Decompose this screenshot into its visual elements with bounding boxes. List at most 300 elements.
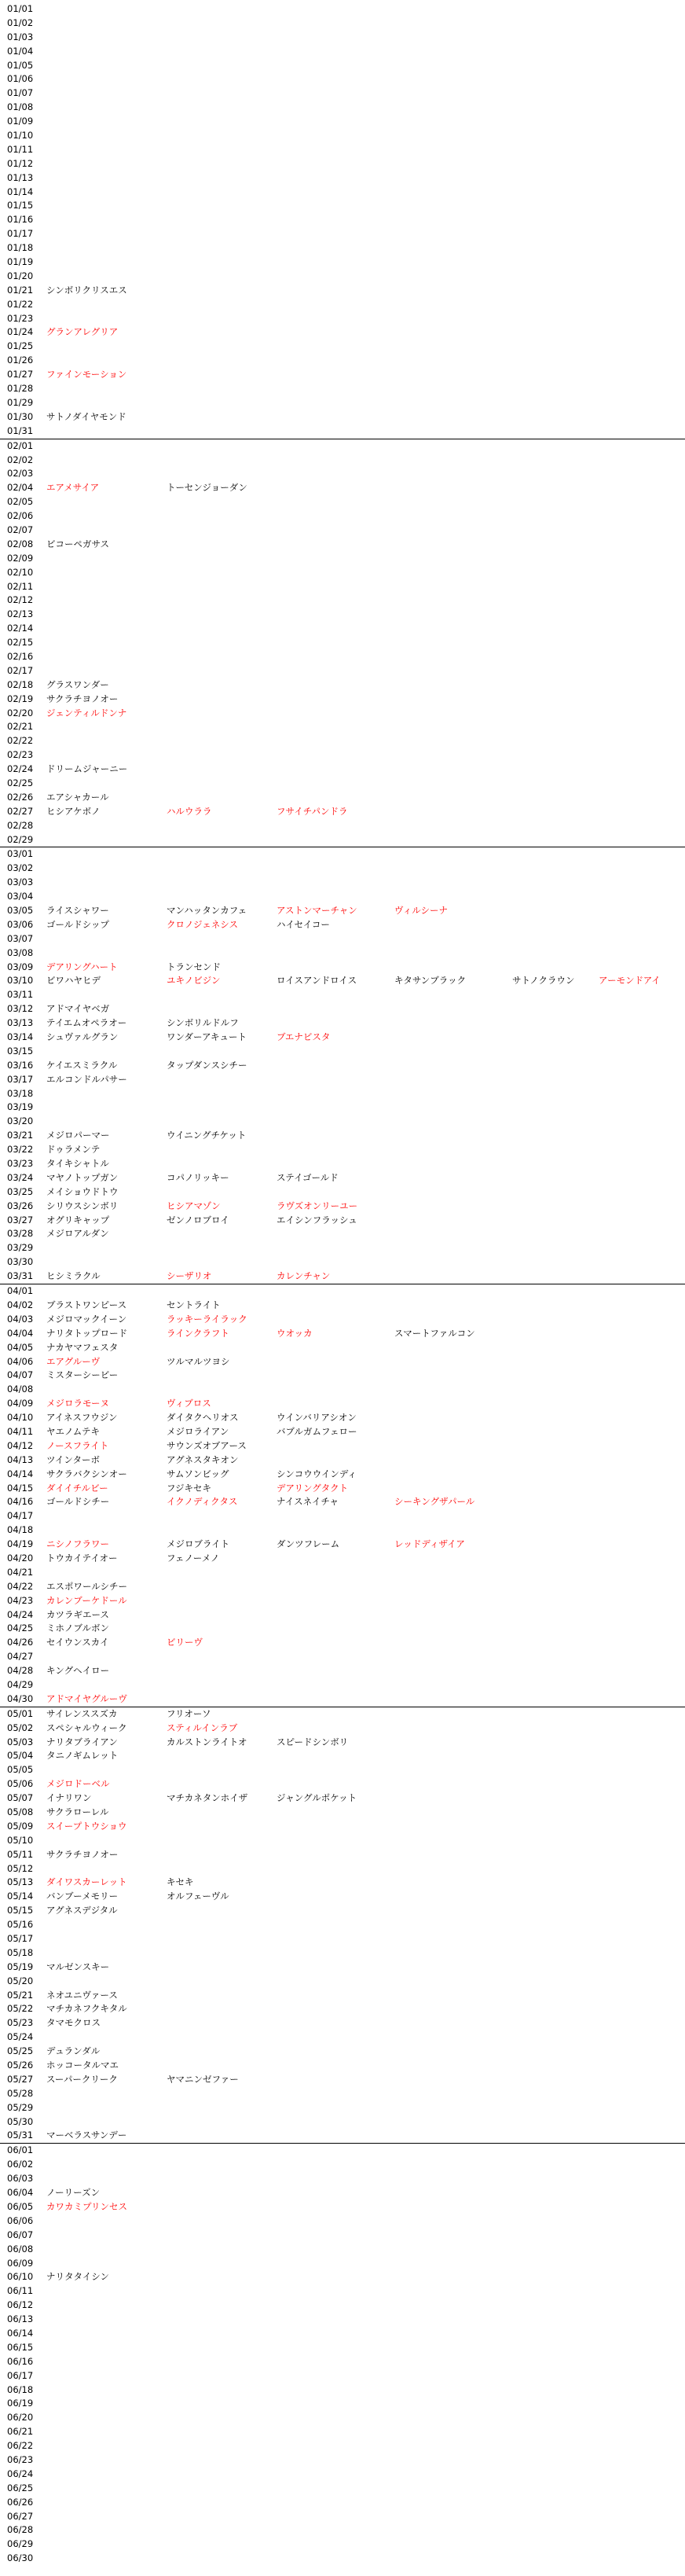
date-label: 06/02 [7, 2159, 34, 2170]
day-row [0, 2510, 685, 2524]
day-row [0, 890, 685, 904]
date-label: 01/01 [7, 3, 34, 14]
horse-name: ツルマルツヨシ [167, 1355, 230, 1367]
date-label: 02/23 [7, 749, 34, 761]
horse-name: マンハッタンカフェ [167, 905, 247, 916]
date-label: 02/26 [7, 791, 34, 803]
day-row [0, 748, 685, 763]
day-row [0, 1834, 685, 1848]
date-label: 04/14 [7, 1468, 34, 1479]
day-row [0, 2411, 685, 2425]
date-label: 03/04 [7, 891, 34, 902]
date-label: 01/15 [7, 200, 34, 211]
horse-name: スイープトウショウ [46, 1820, 127, 1832]
horse-name: ダイタクヘリオス [167, 1412, 239, 1424]
date-label: 04/12 [7, 1439, 34, 1451]
day-row [0, 664, 685, 678]
date-label: 06/24 [7, 2468, 34, 2479]
day-row [0, 2313, 685, 2327]
horse-name: エルコンドルパサー [46, 1073, 127, 1085]
date-label: 05/06 [7, 1778, 34, 1790]
horse-name: ハルウララ [167, 805, 212, 817]
day-row [0, 2270, 685, 2284]
horse-name: サウンズオブアース [167, 1439, 247, 1451]
day-row [0, 1002, 685, 1016]
date-label: 05/20 [7, 1975, 34, 1986]
date-label: 03/07 [7, 932, 34, 944]
horse-name: ドリームジャーニー [46, 763, 128, 775]
date-label: 01/28 [7, 383, 34, 395]
day-row [0, 847, 685, 862]
horse-name: サイレンススズカ [46, 1707, 118, 1719]
horse-name: フリオーソ [167, 1707, 211, 1719]
date-label: 05/02 [7, 1722, 34, 1733]
day-row [0, 354, 685, 368]
horse-name: ナリタトップロード [46, 1327, 128, 1339]
day-row [0, 129, 685, 143]
day-row [0, 1214, 685, 1228]
day-row [0, 1975, 685, 1989]
date-label: 01/13 [7, 171, 34, 183]
day-row [0, 2355, 685, 2369]
date-label: 05/16 [7, 1919, 34, 1931]
horse-name: バンブーメモリー [46, 1891, 119, 1902]
horse-name: シンコウウインディ [277, 1468, 357, 1479]
date-label: 03/29 [7, 1242, 34, 1254]
horse-name: シンボリルドルフ [167, 1017, 239, 1029]
date-label: 03/31 [7, 1270, 34, 1282]
date-label: 02/05 [7, 496, 34, 508]
date-label: 01/30 [7, 410, 34, 422]
date-label: 04/24 [7, 1608, 34, 1620]
horse-name: シンボリクリスエス [46, 284, 127, 296]
day-row [0, 1594, 685, 1608]
day-row [0, 1552, 685, 1566]
day-row [0, 1946, 685, 1960]
horse-name: ナカヤマフェスタ [46, 1341, 119, 1353]
date-label: 03/22 [7, 1144, 34, 1156]
date-label: 04/22 [7, 1580, 34, 1592]
horse-name: ツインターボ [46, 1453, 100, 1465]
horse-name: ウインバリアシオン [277, 1412, 357, 1424]
day-row [0, 45, 685, 59]
horse-name: ヴィブロス [167, 1398, 211, 1409]
horse-name: フサイチパンドラ [277, 805, 348, 817]
date-label: 06/08 [7, 2243, 34, 2254]
day-row [0, 101, 685, 115]
date-label: 02/25 [7, 777, 34, 788]
day-row [0, 961, 685, 975]
horse-name: キセキ [167, 1876, 194, 1888]
horse-name: メジロアルダン [46, 1228, 109, 1240]
date-label: 01/16 [7, 214, 34, 226]
horse-name: ミスターシービー [46, 1369, 119, 1381]
date-label: 02/29 [7, 833, 34, 845]
horse-name: ノースフライト [46, 1439, 109, 1451]
date-label: 05/25 [7, 2045, 34, 2057]
day-row [0, 805, 685, 819]
day-row [0, 1087, 685, 1101]
date-label: 01/04 [7, 45, 34, 57]
horse-name: シュヴァルグラン [46, 1031, 119, 1043]
day-row [0, 1227, 685, 1241]
day-row [0, 186, 685, 200]
day-row [0, 2341, 685, 2355]
horse-name: カレンブーケドール [46, 1594, 127, 1606]
horse-name: ダイイチルビー [46, 1482, 108, 1494]
day-row [0, 1580, 685, 1594]
date-label: 01/27 [7, 369, 34, 380]
day-row [0, 1736, 685, 1750]
horse-name: ケイエスミラクル [46, 1059, 118, 1071]
day-row [0, 2101, 685, 2115]
day-row [0, 819, 685, 833]
date-label: 01/17 [7, 228, 34, 240]
month-section [0, 1284, 685, 1707]
horse-name: グラスワンダー [46, 678, 109, 690]
date-label: 02/04 [7, 482, 34, 494]
day-row [0, 1890, 685, 1904]
day-row [0, 2243, 685, 2257]
date-label: 05/24 [7, 2031, 34, 2043]
horse-name: ノーリーズン [46, 2187, 101, 2199]
day-row [0, 1185, 685, 1200]
horse-name: メイショウドトウ [46, 1185, 119, 1197]
date-label: 04/20 [7, 1552, 34, 1564]
day-row [0, 2073, 685, 2087]
date-label: 03/10 [7, 975, 34, 987]
date-label: 06/29 [7, 2538, 34, 2550]
horse-name: アストンマーチャン [277, 905, 357, 916]
date-label: 03/03 [7, 876, 34, 888]
horse-name: イナリワン [46, 1792, 92, 1804]
date-label: 03/06 [7, 918, 34, 930]
date-label: 03/08 [7, 946, 34, 958]
date-label: 06/09 [7, 2257, 34, 2269]
day-row [0, 2045, 685, 2059]
horse-name: セントライト [167, 1299, 221, 1310]
horse-name: ダイワスカーレット [46, 1876, 127, 1888]
horse-name: ダンツフレーム [277, 1538, 340, 1550]
day-row [0, 1241, 685, 1255]
day-row [0, 1862, 685, 1876]
day-row [0, 1960, 685, 1975]
horse-name: ドゥラメンテ [46, 1144, 101, 1156]
day-row [0, 678, 685, 693]
date-label: 05/23 [7, 2017, 34, 2029]
day-row [0, 17, 685, 31]
horse-name: アーモンドアイ [599, 975, 661, 987]
day-row [0, 2299, 685, 2313]
day-row [0, 1791, 685, 1806]
day-row [0, 524, 685, 538]
day-row [0, 2200, 685, 2214]
day-row [0, 593, 685, 608]
day-row [0, 86, 685, 101]
date-label: 04/27 [7, 1651, 34, 1663]
horse-name: ナリタタイシン [46, 2271, 109, 2283]
day-row [0, 199, 685, 213]
date-label: 06/04 [7, 2187, 34, 2199]
date-label: 06/28 [7, 2524, 34, 2536]
day-row [0, 1495, 685, 1509]
day-row [0, 1650, 685, 1664]
day-row [0, 720, 685, 734]
date-label: 01/03 [7, 31, 34, 42]
day-row [0, 918, 685, 932]
date-label: 06/16 [7, 2355, 34, 2367]
date-label: 02/13 [7, 608, 34, 620]
day-row [0, 1777, 685, 1791]
date-label: 01/20 [7, 270, 34, 281]
day-row [0, 312, 685, 326]
horse-name: ゴールドシチー [46, 1496, 110, 1508]
date-label: 06/03 [7, 2173, 34, 2185]
day-row [0, 974, 685, 988]
date-label: 01/11 [7, 143, 34, 155]
horse-name: ブエナビスタ [277, 1031, 331, 1043]
horse-name: カレンチャン [277, 1270, 331, 1282]
day-row [0, 1806, 685, 1820]
horse-name: ワンダーアキュート [167, 1031, 247, 1043]
day-row [0, 707, 685, 721]
horse-name: アグネスデジタル [46, 1905, 118, 1916]
date-label: 01/31 [7, 424, 34, 436]
day-row [0, 382, 685, 396]
date-label: 02/22 [7, 735, 34, 747]
day-row [0, 454, 685, 468]
date-label: 02/09 [7, 552, 34, 564]
day-row [0, 1707, 685, 1722]
day-row [0, 1932, 685, 1946]
day-row [0, 1692, 685, 1707]
date-label: 03/21 [7, 1130, 34, 1141]
date-label: 03/18 [7, 1087, 34, 1099]
horse-name: タニノギムレット [46, 1750, 119, 1762]
day-row [0, 1439, 685, 1453]
day-row [0, 777, 685, 791]
day-row [0, 495, 685, 509]
day-row [0, 1383, 685, 1397]
horse-name: ウイニングチケット [167, 1130, 247, 1141]
day-row [0, 509, 685, 524]
date-label: 05/29 [7, 2101, 34, 2113]
date-label: 04/01 [7, 1285, 34, 1297]
day-row [0, 2186, 685, 2200]
day-row [0, 1059, 685, 1073]
date-label: 02/17 [7, 664, 34, 676]
date-label: 06/17 [7, 2369, 34, 2381]
horse-name: シーザリオ [167, 1270, 212, 1282]
horse-name: サクラローレル [46, 1806, 109, 1817]
day-row [0, 2172, 685, 2186]
day-row [0, 580, 685, 594]
date-label: 04/29 [7, 1678, 34, 1690]
day-row [0, 2468, 685, 2482]
horse-name: ロイスアンドロイス [277, 975, 357, 987]
horse-name: サクラチヨノオー [46, 1848, 119, 1860]
date-label: 05/17 [7, 1933, 34, 1945]
date-label: 06/19 [7, 2398, 34, 2409]
date-label: 03/13 [7, 1017, 34, 1029]
date-label: 01/07 [7, 87, 34, 99]
day-row [0, 622, 685, 636]
date-label: 02/18 [7, 678, 34, 690]
day-row [0, 59, 685, 73]
date-label: 05/26 [7, 2060, 34, 2071]
date-label: 04/03 [7, 1313, 34, 1325]
date-label: 03/28 [7, 1228, 34, 1240]
day-row [0, 608, 685, 622]
day-row [0, 636, 685, 650]
date-label: 04/26 [7, 1637, 34, 1648]
date-label: 01/23 [7, 312, 34, 324]
date-label: 03/12 [7, 1003, 34, 1015]
day-row [0, 424, 685, 439]
date-label: 05/28 [7, 2087, 34, 2099]
date-label: 02/01 [7, 439, 34, 451]
day-row [0, 2214, 685, 2229]
day-row [0, 157, 685, 171]
day-row [0, 213, 685, 227]
date-label: 01/29 [7, 396, 34, 408]
horse-name: アドマイヤベガ [46, 1003, 110, 1015]
date-label: 03/14 [7, 1031, 34, 1043]
day-row [0, 1397, 685, 1411]
date-label: 03/16 [7, 1059, 34, 1071]
day-row [0, 734, 685, 748]
horse-name: アイネスフウジン [46, 1412, 118, 1424]
horse-name: タマモクロス [46, 2017, 101, 2029]
day-row [0, 2397, 685, 2411]
day-row [0, 932, 685, 946]
date-label: 01/09 [7, 116, 34, 127]
horse-name: マルゼンスキー [46, 1960, 110, 1972]
date-label: 02/08 [7, 538, 34, 549]
date-label: 02/28 [7, 819, 34, 831]
horse-name: カツラギエース [46, 1608, 109, 1620]
date-label: 01/14 [7, 186, 34, 197]
day-row [0, 115, 685, 129]
date-label: 03/05 [7, 905, 34, 916]
day-row [0, 284, 685, 298]
date-label: 05/11 [7, 1848, 34, 1860]
day-row [0, 1299, 685, 1313]
horse-name: ビコーペガサス [46, 538, 110, 549]
date-label: 02/15 [7, 637, 34, 649]
day-row [0, 1411, 685, 1425]
horse-name: グランアレグリア [46, 326, 119, 338]
date-label: 05/08 [7, 1806, 34, 1817]
horse-name: サクラチヨノオー [46, 693, 119, 704]
horse-name: スペシャルウィーク [46, 1722, 127, 1733]
horse-name: マチカネタンホイザ [167, 1792, 248, 1804]
day-row [0, 1509, 685, 1523]
horse-name: ビワハヤヒデ [46, 975, 101, 987]
date-label: 03/09 [7, 961, 34, 972]
day-row [0, 1341, 685, 1355]
date-label: 01/19 [7, 256, 34, 268]
horse-name: フェノーメノ [167, 1552, 220, 1564]
day-row [0, 2482, 685, 2496]
day-row [0, 1284, 685, 1299]
day-row [0, 946, 685, 961]
date-label: 04/05 [7, 1341, 34, 1353]
day-row [0, 2158, 685, 2172]
date-label: 04/15 [7, 1482, 34, 1494]
day-row [0, 1566, 685, 1580]
date-label: 01/24 [7, 326, 34, 338]
day-row [0, 72, 685, 86]
day-row [0, 2453, 685, 2468]
horse-name: コパノリッキー [167, 1171, 229, 1183]
day-row [0, 143, 685, 157]
date-label: 01/06 [7, 73, 34, 85]
date-label: 04/02 [7, 1299, 34, 1310]
horse-name: メジロラモーヌ [46, 1398, 110, 1409]
day-row [0, 1538, 685, 1552]
date-label: 01/25 [7, 340, 34, 352]
horse-name: メジロブライト [167, 1538, 230, 1550]
day-row [0, 1073, 685, 1087]
date-label: 06/10 [7, 2271, 34, 2283]
month-section [0, 1707, 685, 2144]
date-label: 05/30 [7, 2115, 34, 2127]
horse-name: ラッキーライラック [167, 1313, 247, 1325]
day-row [0, 2115, 685, 2130]
horse-name: ヒシミラクル [46, 1270, 101, 1282]
month-section [0, 2144, 685, 2566]
date-label: 01/26 [7, 355, 34, 366]
date-label: 04/04 [7, 1327, 34, 1339]
date-label: 04/17 [7, 1510, 34, 1522]
day-row [0, 31, 685, 45]
horse-name: メジロパーマー [46, 1130, 110, 1141]
date-label: 06/25 [7, 2482, 34, 2493]
horse-name: ウオッカ [277, 1327, 313, 1339]
horse-name: フジキセキ [167, 1482, 212, 1494]
day-row [0, 1636, 685, 1650]
day-row [0, 1157, 685, 1171]
day-row [0, 2439, 685, 2453]
date-label: 02/02 [7, 454, 34, 465]
day-row [0, 1468, 685, 1482]
day-row [0, 1664, 685, 1678]
horse-name: ミホノブルボン [46, 1622, 110, 1634]
date-label: 04/18 [7, 1524, 34, 1536]
day-row [0, 2284, 685, 2299]
day-row [0, 439, 685, 454]
day-row [0, 1848, 685, 1862]
horse-name: スーパークリーク [46, 2073, 118, 2085]
day-row [0, 1722, 685, 1736]
day-row [0, 410, 685, 424]
date-label: 02/14 [7, 623, 34, 634]
date-label: 04/06 [7, 1355, 34, 1367]
day-row [0, 650, 685, 664]
day-row [0, 1453, 685, 1468]
date-label: 06/06 [7, 2214, 34, 2226]
day-row [0, 2496, 685, 2510]
day-row [0, 2016, 685, 2030]
horse-name: トウカイテイオー [46, 1552, 118, 1564]
date-label: 04/10 [7, 1412, 34, 1424]
day-row [0, 1255, 685, 1270]
date-label: 03/17 [7, 1073, 34, 1085]
horse-name: ヤマニンゼファー [167, 2073, 239, 2085]
date-label: 05/15 [7, 1905, 34, 1916]
date-label: 04/28 [7, 1665, 34, 1677]
